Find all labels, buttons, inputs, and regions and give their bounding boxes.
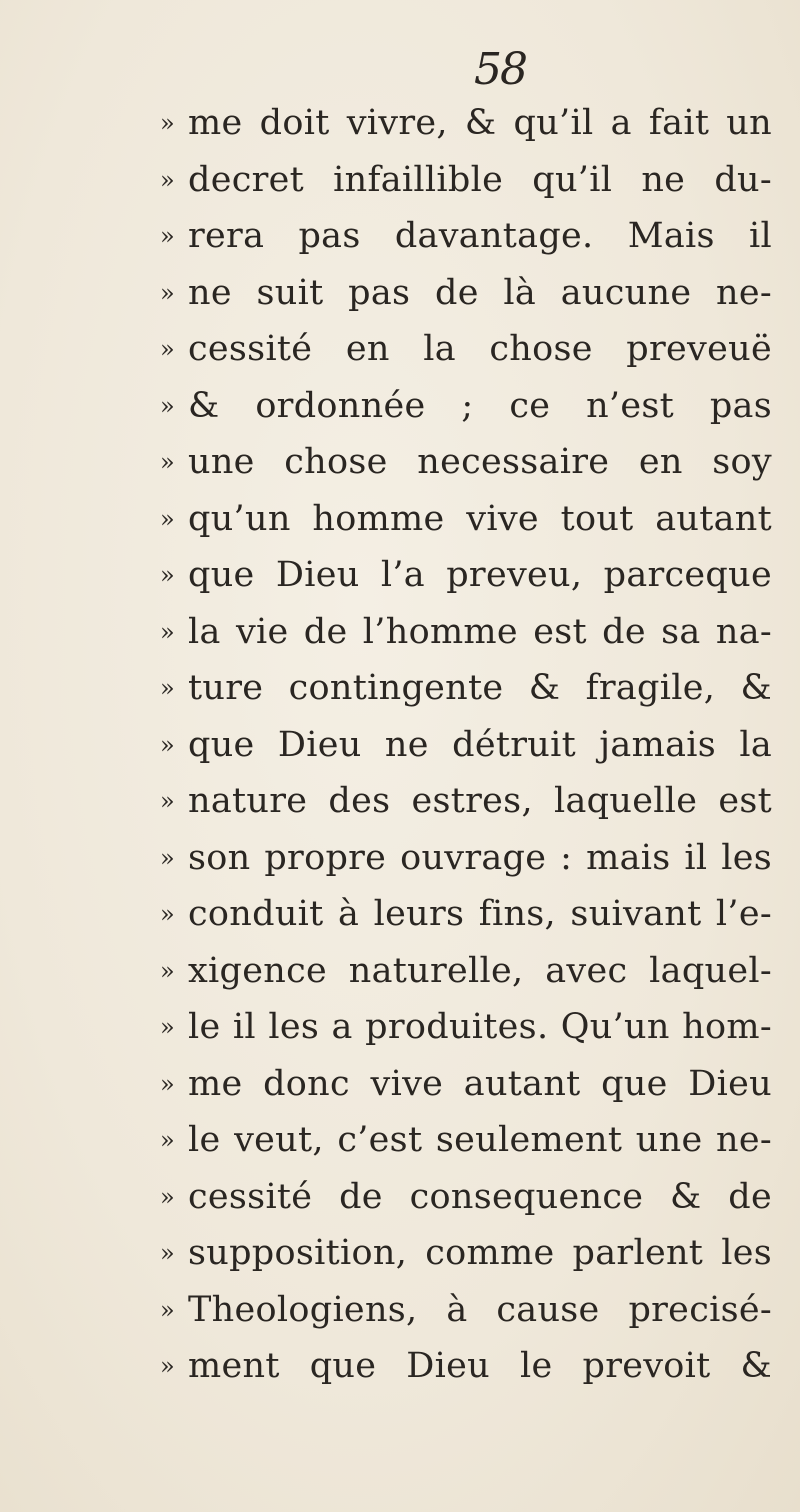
quotation-mark: » [160, 1126, 175, 1154]
text-line [160, 660, 772, 717]
text-line [160, 773, 772, 830]
quotation-mark: » [160, 843, 175, 872]
quotation-mark: » [160, 617, 175, 646]
quotation-mark: » [160, 1069, 175, 1098]
line-text: qu’un homme vive tout autant [188, 498, 772, 539]
quotation-mark: » [160, 561, 175, 589]
quotation-mark: » [160, 391, 175, 420]
line-text: ture contingente & fragile, & [188, 668, 772, 708]
quotation-mark: » [160, 1013, 175, 1041]
line-text: cessité de consequence & de [188, 1176, 772, 1217]
line-text: & ordonnée ; ce n’est pas [188, 385, 772, 426]
quotation-mark: » [160, 956, 175, 985]
line-text: ment que Dieu le prevoit & [188, 1346, 772, 1386]
line-text: son propre ouvrage : mais il les [188, 837, 772, 878]
quotation-mark: » [160, 165, 175, 194]
text-line [160, 434, 772, 491]
text-line [160, 1056, 772, 1113]
quotation-mark: » [160, 1352, 175, 1380]
line-text: ne suit pas de là aucune ne- [188, 272, 772, 313]
line-text: la vie de l’homme est de sa na- [188, 611, 772, 652]
line-text: conduit à leurs fins, suivant l’e- [188, 894, 772, 934]
quotation-mark: » [160, 222, 175, 250]
text-line [160, 1169, 772, 1226]
quotation-mark: » [160, 448, 175, 476]
text-line [160, 717, 772, 774]
text-line [160, 265, 772, 322]
line-text: me doit vivre, & qu’il a fait un [188, 103, 772, 143]
text-line [160, 1225, 772, 1282]
text-line [160, 943, 772, 1000]
text-line [160, 1338, 772, 1395]
line-text: que Dieu l’a preveu, parceque [188, 555, 772, 595]
line-text: le il les a produites. Qu’un hom- [188, 1007, 772, 1047]
text-line [160, 1112, 772, 1169]
line-text: rera pas davantage. Mais il [188, 216, 772, 256]
quotation-mark: » [160, 1239, 175, 1267]
line-text: que Dieu ne détruit jamais la [188, 724, 772, 765]
text-line [160, 886, 772, 943]
line-text: xigence naturelle, avec laquel- [188, 950, 772, 991]
line-text: une chose necessaire en soy [188, 442, 772, 482]
line-text: supposition, comme parlent les [188, 1233, 772, 1273]
quotation-mark: » [160, 787, 175, 815]
text-line [160, 378, 772, 435]
text-line [160, 152, 772, 209]
text-line [160, 491, 772, 548]
quotation-mark: » [160, 730, 175, 759]
line-text: me donc vive autant que Dieu [188, 1063, 772, 1104]
quotation-mark: » [160, 504, 175, 533]
quotation-mark: » [160, 1182, 175, 1211]
quotation-mark: » [160, 674, 175, 702]
quotation-mark: » [160, 1295, 175, 1324]
quotation-mark: » [160, 278, 175, 307]
text-line [160, 208, 772, 265]
body-text [160, 95, 772, 1395]
page-number: 58 [474, 44, 526, 95]
text-line [160, 1282, 772, 1339]
line-text: nature des estres, laquelle est [188, 781, 772, 821]
quotation-mark: » [160, 900, 175, 928]
text-line [160, 604, 772, 661]
text-line [160, 95, 772, 152]
line-text: decret infaillible qu’il ne du- [188, 159, 772, 200]
quotation-mark: » [160, 109, 175, 137]
text-line [160, 321, 772, 378]
quotation-mark: » [160, 335, 175, 363]
text-line [160, 830, 772, 887]
line-text: Theologiens, à cause precisé- [188, 1289, 772, 1330]
line-text: le veut, c’est seulement une ne- [188, 1120, 772, 1160]
text-line [160, 547, 772, 604]
line-text: cessité en la chose preveuë [188, 329, 772, 369]
text-line [160, 999, 772, 1056]
